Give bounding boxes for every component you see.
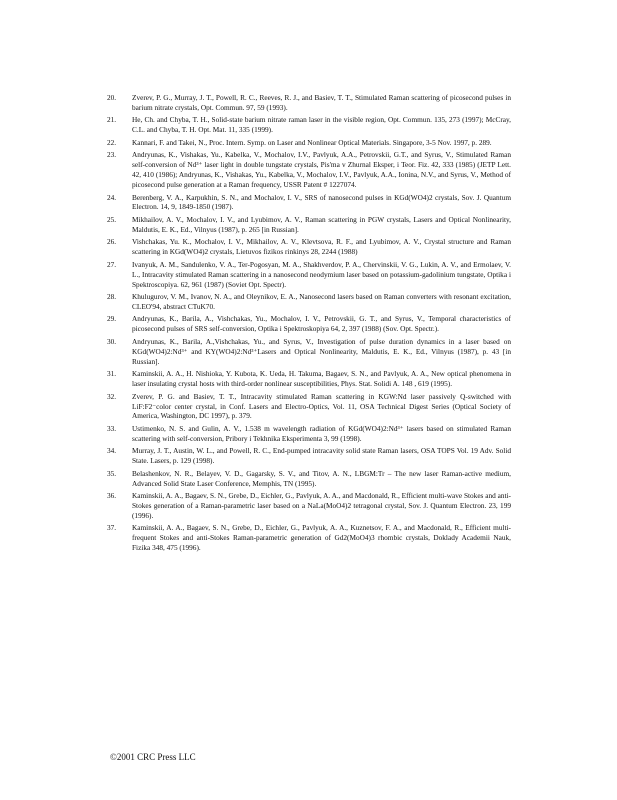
copyright-footer: ©2001 CRC Press LLC: [110, 752, 196, 762]
reference-text: Kaminskii, A. A., Bagaev, S. N., Grebe, D., Eichler, G., Pavlyuk, A. A., and Macdonald, R., Efficient multi-wave Stokes and anti-Stokes generation of a Raman-parametric laser based on a NaLa(MoO4)2 tetragonal crystal, Sov. J. Quantum Electron. 23, 199 (1996).: [132, 491, 511, 520]
reference-number: 33.: [107, 423, 117, 433]
reference-number: 20.: [107, 93, 117, 102]
reference-number: 23.: [107, 150, 117, 160]
reference-text: Zverev, P. G., Murray, J. T., Powell, R. C., Reeves, R. J., and Basiev, T. T., Stimulated Raman scattering of picosecond pulses in barium nitrate crystals, Opt. Commun. 97, 59 (1993).: [132, 93, 511, 112]
reference-number: 34.: [107, 446, 117, 456]
reference-item: [107, 193, 511, 213]
reference-text: Andryunas, K., Barila, A.,Vishchakas, Yu., and Syrus, V., Investigation of pulse duration dynamics in a laser based on KGd(WO4)2:Nd³⁺ and KY(WO4)2:Nd³⁺Lasers and Optical Nonlinearity, Maldutis, E. K., Ed., Vilnyus (1987), p. 43 [in Russian].: [132, 336, 511, 366]
reference-number: 22.: [107, 137, 117, 147]
reference-item: [107, 138, 511, 148]
reference-text: Murray, J. T., Austin, W. L., and Powell, R. C., End-pumped intracavity solid state Raman lasers, OSA TOPS Vol. 19 Adv. Solid State. Lasers, p. 129 (1998).: [132, 446, 511, 466]
reference-number: 37.: [107, 523, 117, 533]
reference-text: Belashenkov, N. R., Belayev, V. D., Gagarsky, S. V., and Titov, A. N., LBGM:Tr – The new laser Raman-active medium, Advanced Solid State Laser Conference, Memphis, TN (1995).: [132, 468, 511, 488]
reference-text: Mikhailov, A. V., Mochalov, I. V., and Lyubimov, A. V., Raman scattering in PGW crystals, Lasers and Optical Nonlinearity, Maldutis, E. K., Ed., Vilnyus (1987), p. 265 [in Russian].: [132, 214, 511, 234]
reference-item: [107, 491, 511, 521]
reference-list: [107, 93, 511, 556]
reference-text: Kaminskii, A. A., Bagaev, S. N., Grebe, D., Eichler, G., Pavlyuk, A. A., Kuznetsov, F. A., and Macdonald, R., Efficient multi-frequent Stokes and anti-Stokes Raman-parametric generation of Gd2(MoO4)3 rhombic crystals, Doklady Academii Nauk, Fizika 348, 475 (1996).: [132, 523, 511, 553]
reference-text: Berenberg, V. A., Karpukhin, S. N., and Mochalov, I. V., SRS of nanosecond pulses in KGd(WO4)2 crystals, Sov. J. Quantum Electron. 14, 9, 1849-1850 (1987).: [132, 192, 511, 212]
reference-item: [107, 93, 511, 113]
reference-number: 25.: [107, 214, 117, 224]
reference-item: [107, 424, 511, 444]
reference-item: [107, 150, 511, 190]
reference-item: [107, 215, 511, 235]
reference-item: [107, 314, 511, 334]
reference-text: Kannari, F. and Takei, N., Proc. Intern. Symp. on Laser and Nonlinear Optical Materials. Singapore, 3-5 Nov. 1997, p. 289.: [132, 137, 492, 147]
reference-text: Ivanyuk, A. M., Sandulenko, V. A., Ter-Pogosyan, M. A., Shakhverdov, P. A., Chervinskii, V. G., Lukin, A. V., and Ermolaev, V. L., Intracavity stimulated Raman scattering in a nanosecond neodymium laser based on potassium-gadolinium tungstate, Optika i Spektroscopiya. 62, 961 (1987) (Soviet Opt. Spectr).: [132, 259, 511, 289]
reference-number: 32.: [107, 391, 117, 401]
reference-item: [107, 469, 511, 489]
reference-text: Zverev, P. G. and Basiev, T. T., Intracavity stimulated Raman scattering in KGW:Nd laser passively Q-switched with LiF:F2⁻color center crystal, in Conf. Lasers and Electro-Optics, Vol. 11, OSA Technical Digest Series (Optical Society of America, Washington, DC 1997), p. 379.: [132, 391, 511, 421]
reference-item: [107, 446, 511, 466]
reference-text: Andryunas, K., Barila, A., Vishchakas, Yu., Mochalov, I. V., Petrovskii, G. T., and Syrus, V., Temporal characteristics of picosecond pulses of SRS self-conversion, Optika i Spektroskopiya 64, 2, 397 (1988) (Sov. Opt. Spectr.).: [132, 314, 511, 334]
reference-item: [107, 237, 511, 257]
reference-item: [107, 337, 511, 367]
reference-item: [107, 292, 511, 312]
reference-number: 26.: [107, 237, 117, 247]
reference-number: 21.: [107, 115, 117, 125]
reference-number: 30.: [107, 336, 117, 346]
reference-text: He, Ch. and Chyba, T. H., Solid-state barium nitrate raman laser in the visible region, Opt. Commun. 135, 273 (1997); McCray, C.L. and Chyba, T. H. Opt. Mat. 11, 335 (1999).: [132, 115, 511, 135]
reference-text: Kaminskii, A. A., H. Nishioka, Y. Kubota, K. Ueda, H. Takuma, Bagaev, S. N., and Pavlyuk, A. A., New optical phenomena in laser insulating crystal hosts with third-order nonlinear susceptibilities, Phys. Stat. Solidi A. 148 , 619 (1995).: [132, 369, 511, 389]
reference-number: 28.: [107, 292, 117, 302]
reference-number: 31.: [107, 369, 117, 379]
reference-item: [107, 115, 511, 135]
reference-text: Andryunas, K., Vishakas, Yu., Kabelka, V., Mochalov, I.V., Pavlyuk, A.A., Petrovskii, G.T., and Syrus, V., Stimulated Raman self-conversion of Nd³⁺ laser light in double tungstate crystals, Pis'ma v Zhurnal Eksper, i Teor. Fiz. 42, 333 (1985) (JETP Lett. 42, 410 (1986); Andryunas, K., Vishakas, Yu., Kabelka, V., Mochalov, I.V., Pavlyuk, A.A., Ionina, N.V., and Syrus, V., Method of picosecond pulse generation at a Raman frequency, USSR Patent # 1227074.: [132, 150, 511, 190]
reference-item: [107, 369, 511, 389]
reference-number: 27.: [107, 259, 117, 269]
reference-number: 36.: [107, 491, 117, 501]
reference-item: [107, 260, 511, 290]
reference-number: 29.: [107, 314, 117, 324]
reference-number: 24.: [107, 192, 117, 202]
reference-item: [107, 392, 511, 422]
reference-item: [107, 523, 511, 553]
reference-text: Vishchakas, Yu. K., Mochalov, I. V., Mikhailov, A. V., Klevtsova, R. F., and Lyubimov, A. V., Crystal structure and Raman scattering in KGd(WO4)2 crystals, Lietuvos fizikos rinkinys 28, 2244 (1988): [132, 237, 511, 257]
reference-number: 35.: [107, 468, 117, 478]
reference-text: Khulugurov, V. M., Ivanov, N. A., and Oleynikov, E. A., Nanosecond lasers based on Raman converters with resonant excitation, CLEO'94, abstract CTuK70.: [132, 292, 511, 311]
reference-text: Ustimenko, N. S. and Gulin, A. V., 1.538 m wavelength radiation of KGd(WO4)2:Nd³⁺ lasers based on stimulated Raman scattering with self-conversion, Pribory i Tekhnika Eksperimenta 3, 99 (1998).: [132, 423, 511, 443]
